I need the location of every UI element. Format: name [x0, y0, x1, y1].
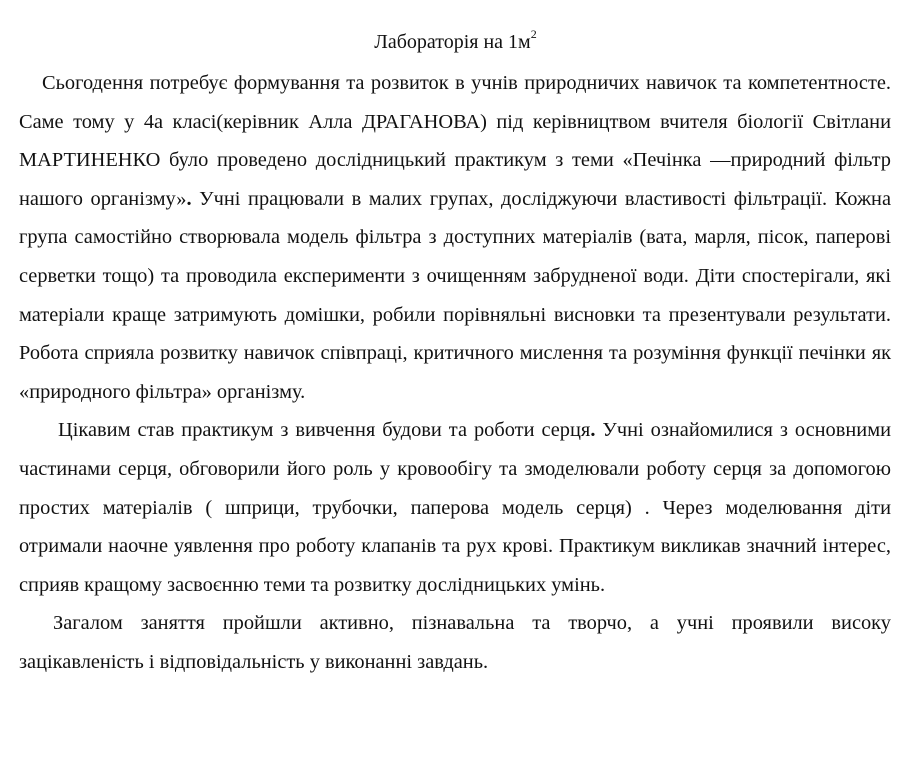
- document-title: [0, 28, 911, 56]
- paragraph-heart-practicum: [19, 411, 891, 604]
- paragraph-1-text-b: Учні працювали в малих групах, досліджуючи властивості фільтрації. Кожна група самостійно створювала модель фільтра з доступних матеріалів (вата, марля, пісок, паперові серветки тощо) та проводила експерименти з очищенням забрудненої води. Діти спостерігали, які матеріали краще затримують домішки, робили порівняльні висновки та презентували результати. Робота сприяла розвитку навичок співпраці, критичного мислення та розуміння функції печінки як «природного фільтра» організму.: [19, 187, 891, 403]
- document-body: [19, 64, 891, 682]
- paragraph-1-bold-period: .: [186, 187, 192, 210]
- paragraph-1-text-a: Сьогодення потребує формування та розвиток в учнів природничих навичок та компетентносте. Саме тому у 4а класі(керівник Алла ДРАГАНОВА) під керівництвом вчителя біології Світлани МАРТИНЕНКО було проведено дослідницький практикум з теми «Печінка —природний фільтр нашого організму»: [19, 72, 891, 210]
- paragraph-2-text-a: Цікавим став практикум з вивчення будови та роботи серця: [58, 419, 591, 442]
- paragraph-2-bold-period: .: [590, 419, 596, 442]
- paragraph-2-text-b: Учні ознайомилися з основними частинами серця, обговорили його роль у кровообігу та змоделювали роботу серця за допомогою простих матеріалів ( шприци, трубочки, паперова модель серця) . Через моделювання діти отримали наочне уявлення про роботу клапанів та рух крові. Практикум викликав значний інтерес, сприяв кращому засвоєнню теми та розвитку дослідницьких умінь.: [19, 419, 892, 596]
- paragraph-summary: Загалом заняття пройшли активно, пізнавальна та творчо, а учні проявили високу зацікавленість і відповідальність у виконанні завдань.: [19, 612, 891, 673]
- paragraph-liver-practicum: [19, 64, 891, 411]
- title-superscript: 2: [530, 27, 537, 42]
- title-text: Лабораторія на 1м: [374, 31, 531, 53]
